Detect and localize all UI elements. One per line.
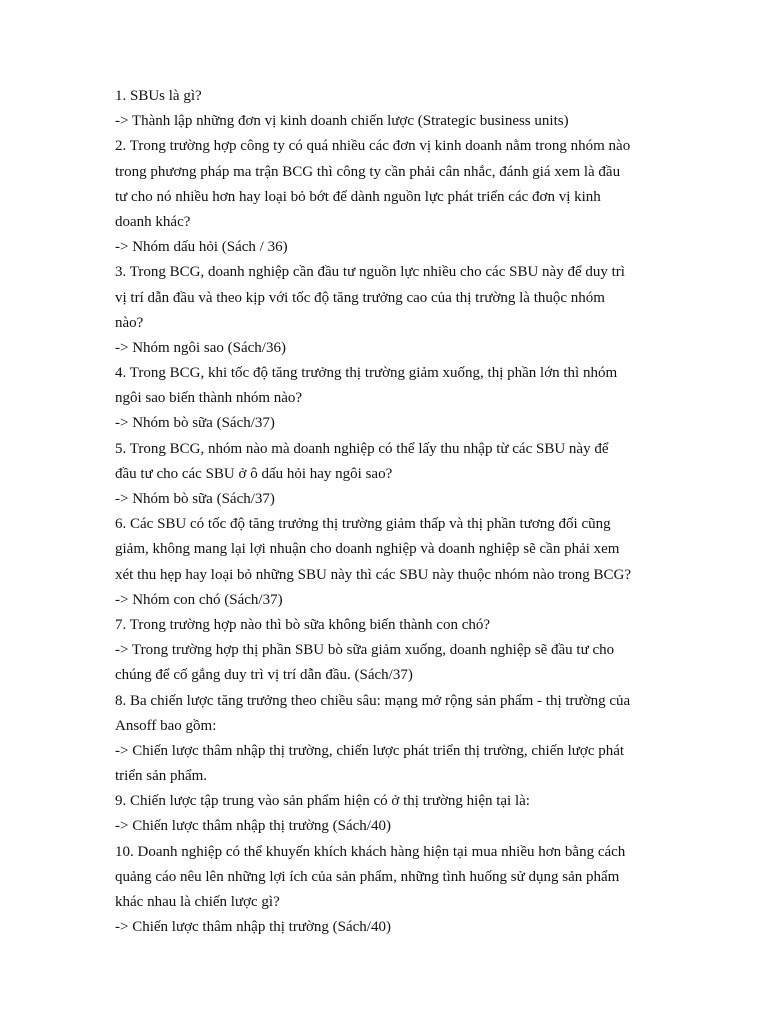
text-line: đầu tư cho các SBU ở ô dấu hỏi hay ngôi sao?	[115, 465, 393, 482]
text-line: quảng cáo nêu lên những lợi ích của sản phẩm, những tình huống sử dụng sản phẩm	[115, 868, 620, 885]
text-line: trong phương pháp ma trận BCG thì công ty cần phải cân nhắc, đánh giá xem là đầu	[115, 163, 621, 180]
text-line: vị trí dẫn đầu và theo kịp với tốc độ tăng trưởng cao của thị trường là thuộc nhóm	[115, 289, 605, 306]
text-line: -> Nhóm bò sữa (Sách/37)	[115, 491, 275, 507]
text-line: -> Nhóm dấu hỏi (Sách / 36)	[115, 239, 288, 256]
text-line: -> Nhóm ngôi sao (Sách/36)	[115, 339, 286, 356]
text-line: doanh khác?	[115, 213, 191, 230]
text-line: 9. Chiến lược tập trung vào sản phẩm hiện có ở thị trường hiện tại là:	[115, 793, 530, 810]
text-line: -> Trong trường hợp thị phần SBU bò sữa giảm xuống, doanh nghiệp sẽ đầu tư cho	[115, 642, 615, 659]
text-line: triển sản phẩm.	[115, 768, 208, 785]
text-line: -> Nhóm con chó (Sách/37)	[115, 591, 283, 608]
text-line: -> Chiến lược thâm nhập thị trường (Sách/40)	[115, 818, 391, 835]
text-line: 7. Trong trường hợp nào thì bò sữa không biến thành con chó?	[115, 616, 491, 633]
text-line: nào?	[115, 314, 144, 331]
text-line: 5. Trong BCG, nhóm nào mà doanh nghiệp có thể lấy thu nhập từ các SBU này để	[115, 440, 609, 457]
text-line: Ansoff bao gồm:	[115, 717, 217, 734]
text-line: -> Thành lập những đơn vị kinh doanh chiến lược (Strategic business units)	[115, 113, 569, 130]
text-line: 1. SBUs là gì?	[115, 88, 202, 104]
text-line: chúng để cố gắng duy trì vị trí dẫn đầu. (Sách/37)	[115, 667, 413, 684]
text-line: giảm, không mang lại lợi nhuận cho doanh nghiệp và doanh nghiệp sẽ cần phải xem	[115, 541, 620, 558]
text-line: 6. Các SBU có tốc độ tăng trưởng thị trường giảm thấp và thị phần tương đối cũng	[115, 516, 611, 533]
text-line: -> Nhóm bò sữa (Sách/37)	[115, 415, 275, 432]
text-line: 3. Trong BCG, doanh nghiệp cần đầu tư nguồn lực nhiều cho các SBU này để duy trì	[115, 264, 625, 281]
text-line: 8. Ba chiến lược tăng trưởng theo chiều sâu: mạng mở rộng sản phẩm - thị trường của	[115, 692, 631, 709]
text-line: ngôi sao biến thành nhóm nào?	[115, 390, 303, 407]
text-line: tư cho nó nhiều hơn hay loại bỏ bớt để dành nguồn lực phát triển các đơn vị kinh	[115, 188, 601, 205]
document-body	[115, 84, 655, 940]
text-line: xét thu hẹp hay loại bỏ những SBU này thì các SBU này thuộc nhóm nào trong BCG?	[115, 566, 631, 583]
text-line: 2. Trong trường hợp công ty có quá nhiều các đơn vị kinh doanh nằm trong nhóm nào	[115, 138, 631, 155]
text-line: 10. Doanh nghiệp có thể khuyến khích khách hàng hiện tại mua nhiều hơn bằng cách	[115, 843, 626, 860]
text-line: -> Chiến lược thâm nhập thị trường (Sách/40)	[115, 919, 391, 936]
text-line: 4. Trong BCG, khi tốc độ tăng trưởng thị trường giảm xuống, thị phần lớn thì nhóm	[115, 365, 618, 382]
text-line: khác nhau là chiến lược gì?	[115, 894, 280, 910]
text-line: -> Chiến lược thâm nhập thị trường, chiến lược phát triển thị trường, chiến lược phát	[115, 742, 625, 759]
